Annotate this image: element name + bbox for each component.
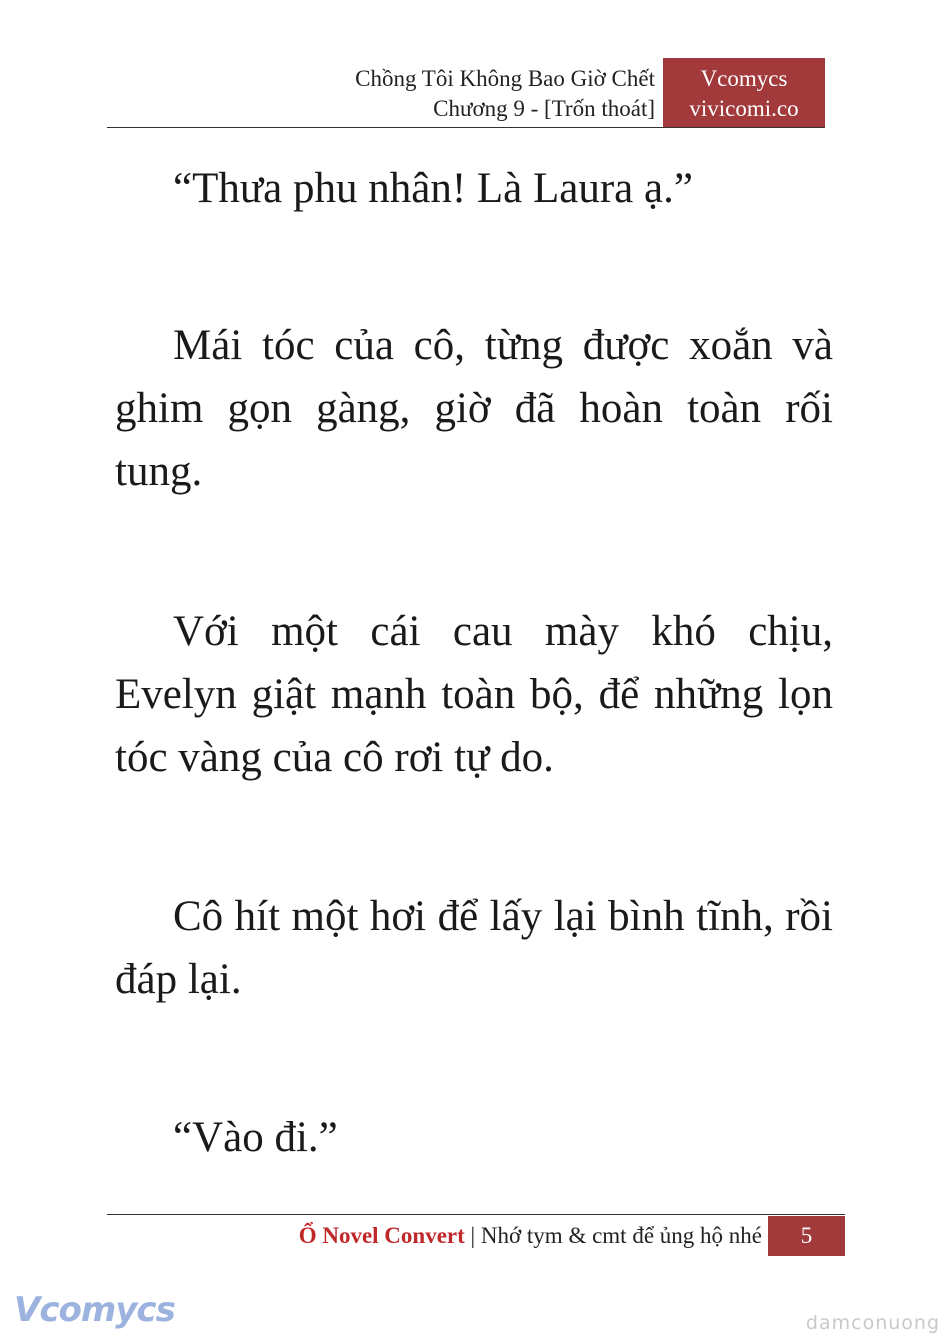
header-divider [107,127,825,128]
paragraph-text: Mái tóc của cô, từng được xoắn và ghim gọn gàng, giờ đã hoàn toàn rối tung. [115,322,833,495]
footer-separator: | [470,1223,476,1248]
page-header [107,58,825,128]
footer-message: Nhớ tym & cmt để ủng hộ nhé [480,1223,762,1248]
paragraph-2 [115,314,833,503]
footer-divider [107,1214,845,1215]
page-footer [107,1216,762,1256]
page-number: 5 [768,1216,845,1256]
header-titles [355,64,655,124]
paragraph-text: Với một cái cau mày khó chịu, Evelyn giật mạnh toàn bộ, để những lọn tóc vàng của cô rơi tự do. [115,608,833,781]
paragraph-1 [115,157,833,220]
site-badge-url: vivicomi.co [689,96,799,121]
site-badge [663,58,825,128]
paragraph-5 [115,1106,833,1169]
paragraph-3 [115,600,833,789]
paragraph-text: Cô hít một hơi để lấy lại bình tĩnh, rồi đáp lại. [115,893,833,1003]
footer-brand: Ổ Novel Convert [298,1223,465,1248]
watermark-logo: Vcomycs [14,1290,175,1330]
site-badge-name: Vcomycs [700,66,788,91]
chapter-title: Chương 9 - [Trốn thoát] [433,96,655,121]
paragraph-text: “Vào đi.” [173,1114,338,1161]
paragraph-4 [115,885,833,1011]
watermark-text: damconuong [805,1312,940,1334]
paragraph-text: “Thưa phu nhân! Là Laura ạ.” [173,165,693,212]
book-title: Chồng Tôi Không Bao Giờ Chết [355,66,655,91]
